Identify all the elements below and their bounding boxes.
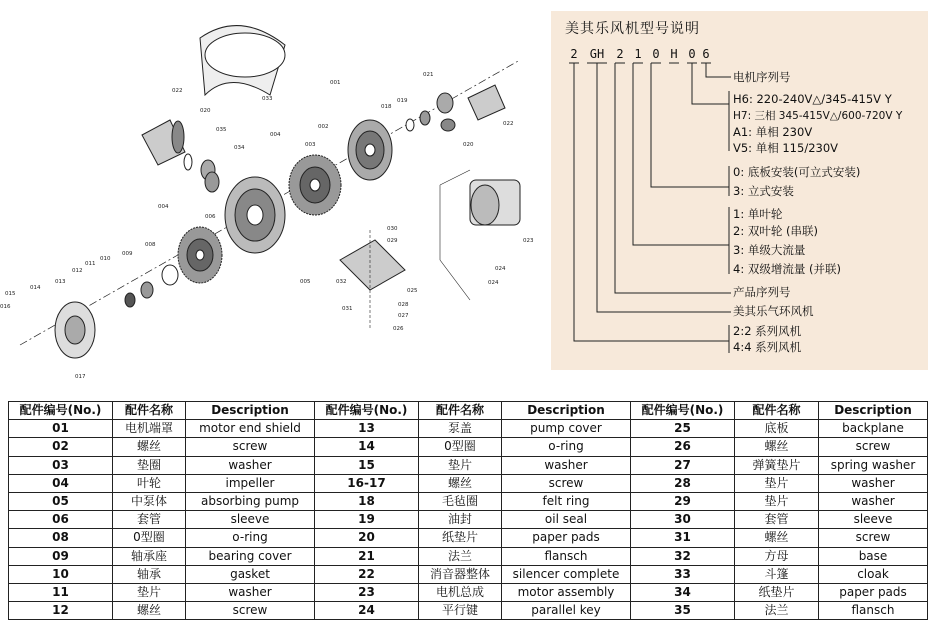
description-cell: washer bbox=[186, 583, 315, 601]
description-cell: parallel key bbox=[502, 602, 631, 620]
table-row bbox=[9, 511, 928, 529]
part-name-cell: 平行键 bbox=[419, 602, 502, 620]
model-code-line: 电机序列号 bbox=[733, 70, 791, 84]
description-cell: impeller bbox=[186, 474, 315, 492]
header-part-name: 配件名称 bbox=[735, 402, 819, 420]
model-code-line: 4: 双级增流量 (并联) bbox=[733, 262, 841, 276]
model-code-char: H bbox=[670, 47, 678, 61]
part-callout-label: 034 bbox=[234, 145, 245, 151]
part-callout-label: 017 bbox=[75, 374, 86, 380]
part-no-cell: 23 bbox=[315, 583, 419, 601]
description-cell: paper pads bbox=[502, 529, 631, 547]
description-cell: sleeve bbox=[186, 511, 315, 529]
part-no-cell: 05 bbox=[9, 492, 113, 510]
part-no-cell: 30 bbox=[631, 511, 735, 529]
part-no-cell: 12 bbox=[9, 602, 113, 620]
part-no-cell: 27 bbox=[631, 456, 735, 474]
part-callout-label: 013 bbox=[55, 279, 66, 285]
description-cell: flansch bbox=[502, 547, 631, 565]
description-cell: backplane bbox=[819, 420, 928, 438]
part-name-cell: 垫圈 bbox=[113, 456, 186, 474]
part-name-cell: 套管 bbox=[735, 511, 819, 529]
model-code-line: 4:4 系列风机 bbox=[733, 340, 802, 354]
model-code-line: 2: 双叶轮 (串联) bbox=[733, 224, 818, 238]
part-name-cell: 垫片 bbox=[735, 474, 819, 492]
part-callout-label: 022 bbox=[172, 88, 183, 94]
description-cell: o-ring bbox=[502, 438, 631, 456]
part-name-cell: 螺丝 bbox=[113, 602, 186, 620]
model-code-line: 1: 单叶轮 bbox=[733, 207, 783, 221]
part-callout-label: 025 bbox=[407, 288, 418, 294]
table-row bbox=[9, 420, 928, 438]
part-name-cell: 中泵体 bbox=[113, 492, 186, 510]
part-callout-label: 019 bbox=[397, 98, 408, 104]
header-part-name: 配件名称 bbox=[419, 402, 502, 420]
part-callout-label: 018 bbox=[381, 104, 392, 110]
part-no-cell: 15 bbox=[315, 456, 419, 474]
header-description: Description bbox=[186, 402, 315, 420]
part-no-cell: 14 bbox=[315, 438, 419, 456]
description-cell: screw bbox=[502, 474, 631, 492]
header-part-no: 配件编号(No.) bbox=[9, 402, 113, 420]
part-callout-label: 004 bbox=[158, 204, 169, 210]
model-code-line: 美其乐气环风机 bbox=[733, 304, 814, 318]
part-no-cell: 20 bbox=[315, 529, 419, 547]
table-row bbox=[9, 474, 928, 492]
part-callout-label: 003 bbox=[305, 142, 316, 148]
part-name-cell: 垫片 bbox=[419, 456, 502, 474]
part-name-cell: 套管 bbox=[113, 511, 186, 529]
table-row bbox=[9, 565, 928, 583]
description-cell: bearing cover bbox=[186, 547, 315, 565]
part-callout-label: 022 bbox=[503, 121, 514, 127]
model-code-line: H6: 220-240V△/345-415V Y bbox=[733, 92, 892, 106]
part-callout-label: 028 bbox=[398, 302, 409, 308]
part-callout-label: 001 bbox=[330, 80, 341, 86]
part-callout-label: 010 bbox=[100, 256, 111, 262]
part-callout-label: 012 bbox=[72, 268, 83, 274]
part-callout-label: 027 bbox=[398, 313, 409, 319]
part-no-cell: 04 bbox=[9, 474, 113, 492]
model-code-panel bbox=[551, 11, 928, 370]
part-callout-label: 011 bbox=[85, 261, 96, 267]
part-name-cell: 垫片 bbox=[735, 492, 819, 510]
description-cell: screw bbox=[186, 602, 315, 620]
table-row bbox=[9, 492, 928, 510]
description-cell: washer bbox=[186, 456, 315, 474]
part-no-cell: 16-17 bbox=[315, 474, 419, 492]
part-no-cell: 11 bbox=[9, 583, 113, 601]
part-name-cell: 电机总成 bbox=[419, 583, 502, 601]
part-name-cell: 螺丝 bbox=[113, 438, 186, 456]
header-description: Description bbox=[819, 402, 928, 420]
model-title: 美其乐风机型号说明 bbox=[565, 21, 700, 37]
part-callout-label: 014 bbox=[30, 285, 41, 291]
description-cell: washer bbox=[819, 474, 928, 492]
part-name-cell: 纸垫片 bbox=[419, 529, 502, 547]
model-code-char: 1 bbox=[634, 47, 642, 61]
description-cell: felt ring bbox=[502, 492, 631, 510]
description-cell: silencer complete bbox=[502, 565, 631, 583]
model-code-line: 产品序列号 bbox=[733, 285, 791, 299]
description-cell: flansch bbox=[819, 602, 928, 620]
part-no-cell: 09 bbox=[9, 547, 113, 565]
part-callout-label: 035 bbox=[216, 127, 227, 133]
part-callout-label: 008 bbox=[145, 242, 156, 248]
description-cell: paper pads bbox=[819, 583, 928, 601]
description-cell: sleeve bbox=[819, 511, 928, 529]
part-name-cell: 螺丝 bbox=[735, 529, 819, 547]
part-name-cell: 0型圈 bbox=[419, 438, 502, 456]
part-callout-label: 030 bbox=[387, 226, 398, 232]
part-name-cell: 螺丝 bbox=[419, 474, 502, 492]
part-callout-label: 016 bbox=[0, 304, 11, 310]
part-no-cell: 31 bbox=[631, 529, 735, 547]
part-callout-label: 033 bbox=[262, 96, 273, 102]
part-name-cell: 法兰 bbox=[735, 602, 819, 620]
table-row bbox=[9, 456, 928, 474]
description-cell: gasket bbox=[186, 565, 315, 583]
part-no-cell: 01 bbox=[9, 420, 113, 438]
description-cell: spring washer bbox=[819, 456, 928, 474]
part-no-cell: 29 bbox=[631, 492, 735, 510]
part-name-cell: 泵盖 bbox=[419, 420, 502, 438]
table-row bbox=[9, 602, 928, 620]
part-no-cell: 02 bbox=[9, 438, 113, 456]
table-header-row bbox=[9, 402, 928, 420]
part-callout-label: 023 bbox=[523, 238, 534, 244]
model-code-line: 3: 单级大流量 bbox=[733, 243, 806, 257]
part-no-cell: 33 bbox=[631, 565, 735, 583]
part-callout-label: 009 bbox=[122, 251, 133, 257]
part-no-cell: 06 bbox=[9, 511, 113, 529]
part-no-cell: 19 bbox=[315, 511, 419, 529]
part-callout-label: 026 bbox=[393, 326, 404, 332]
exploded-view-diagram bbox=[0, 0, 550, 395]
part-no-cell: 18 bbox=[315, 492, 419, 510]
part-callout-label: 020 bbox=[463, 142, 474, 148]
description-cell: base bbox=[819, 547, 928, 565]
part-no-cell: 32 bbox=[631, 547, 735, 565]
part-name-cell: 弹簧垫片 bbox=[735, 456, 819, 474]
table-row bbox=[9, 583, 928, 601]
description-cell: washer bbox=[819, 492, 928, 510]
part-name-cell: 斗篷 bbox=[735, 565, 819, 583]
part-name-cell: 0型圈 bbox=[113, 529, 186, 547]
part-no-cell: 03 bbox=[9, 456, 113, 474]
description-cell: washer bbox=[502, 456, 631, 474]
model-code-char: GH bbox=[589, 47, 605, 61]
model-code-line: 3: 立式安装 bbox=[733, 184, 794, 198]
description-cell: screw bbox=[819, 438, 928, 456]
part-name-cell: 纸垫片 bbox=[735, 583, 819, 601]
part-name-cell: 底板 bbox=[735, 420, 819, 438]
part-name-cell: 方母 bbox=[735, 547, 819, 565]
part-callout-label: 024 bbox=[488, 280, 499, 286]
model-code-line: H7: 三相 345-415V△/600-720V Y bbox=[733, 110, 903, 122]
part-callout-label: 002 bbox=[318, 124, 329, 130]
part-callout-label: 004 bbox=[270, 132, 281, 138]
description-cell: motor assembly bbox=[502, 583, 631, 601]
part-name-cell: 螺丝 bbox=[735, 438, 819, 456]
part-callout-label: 006 bbox=[205, 214, 216, 220]
table-row bbox=[9, 547, 928, 565]
model-code-char: 6 bbox=[702, 47, 710, 61]
part-no-cell: 35 bbox=[631, 602, 735, 620]
part-no-cell: 13 bbox=[315, 420, 419, 438]
description-cell: motor end shield bbox=[186, 420, 315, 438]
model-code-line: A1: 单相 230V bbox=[733, 125, 813, 139]
part-no-cell: 21 bbox=[315, 547, 419, 565]
part-name-cell: 垫片 bbox=[113, 583, 186, 601]
model-code-line: 0: 底板安装(可立式安装) bbox=[733, 165, 861, 179]
parts-table bbox=[8, 401, 928, 620]
part-name-cell: 油封 bbox=[419, 511, 502, 529]
description-cell: oil seal bbox=[502, 511, 631, 529]
part-name-cell: 毛毡圈 bbox=[419, 492, 502, 510]
part-no-cell: 24 bbox=[315, 602, 419, 620]
part-no-cell: 34 bbox=[631, 583, 735, 601]
header-part-no: 配件编号(No.) bbox=[631, 402, 735, 420]
part-callout-label: 029 bbox=[387, 238, 398, 244]
part-callout-label: 015 bbox=[5, 291, 16, 297]
table-row bbox=[9, 438, 928, 456]
model-code-char: 2 bbox=[570, 47, 578, 61]
part-callout-label: 032 bbox=[336, 279, 347, 285]
part-name-cell: 轴承 bbox=[113, 565, 186, 583]
part-name-cell: 消音器整体 bbox=[419, 565, 502, 583]
part-callout-label: 031 bbox=[342, 306, 353, 312]
description-cell: screw bbox=[186, 438, 315, 456]
part-no-cell: 10 bbox=[9, 565, 113, 583]
part-name-cell: 法兰 bbox=[419, 547, 502, 565]
description-cell: cloak bbox=[819, 565, 928, 583]
model-code-char: 2 bbox=[616, 47, 624, 61]
header-part-name: 配件名称 bbox=[113, 402, 186, 420]
part-name-cell: 叶轮 bbox=[113, 474, 186, 492]
part-no-cell: 25 bbox=[631, 420, 735, 438]
table-row bbox=[9, 529, 928, 547]
part-no-cell: 22 bbox=[315, 565, 419, 583]
part-no-cell: 28 bbox=[631, 474, 735, 492]
description-cell: screw bbox=[819, 529, 928, 547]
model-code-line: 2:2 系列风机 bbox=[733, 324, 802, 338]
part-callout-label: 005 bbox=[300, 279, 311, 285]
part-callout-label: 020 bbox=[200, 108, 211, 114]
part-name-cell: 轴承座 bbox=[113, 547, 186, 565]
header-description: Description bbox=[502, 402, 631, 420]
part-no-cell: 26 bbox=[631, 438, 735, 456]
description-cell: o-ring bbox=[186, 529, 315, 547]
part-callout-label: 024 bbox=[495, 266, 506, 272]
model-code-char: 0 bbox=[688, 47, 696, 61]
model-code-char: 0 bbox=[652, 47, 660, 61]
header-part-no: 配件编号(No.) bbox=[315, 402, 419, 420]
model-code-line: V5: 单相 115/230V bbox=[733, 141, 839, 155]
description-cell: pump cover bbox=[502, 420, 631, 438]
part-callout-label: 021 bbox=[423, 72, 434, 78]
description-cell: absorbing pump bbox=[186, 492, 315, 510]
part-no-cell: 08 bbox=[9, 529, 113, 547]
part-name-cell: 电机端罩 bbox=[113, 420, 186, 438]
